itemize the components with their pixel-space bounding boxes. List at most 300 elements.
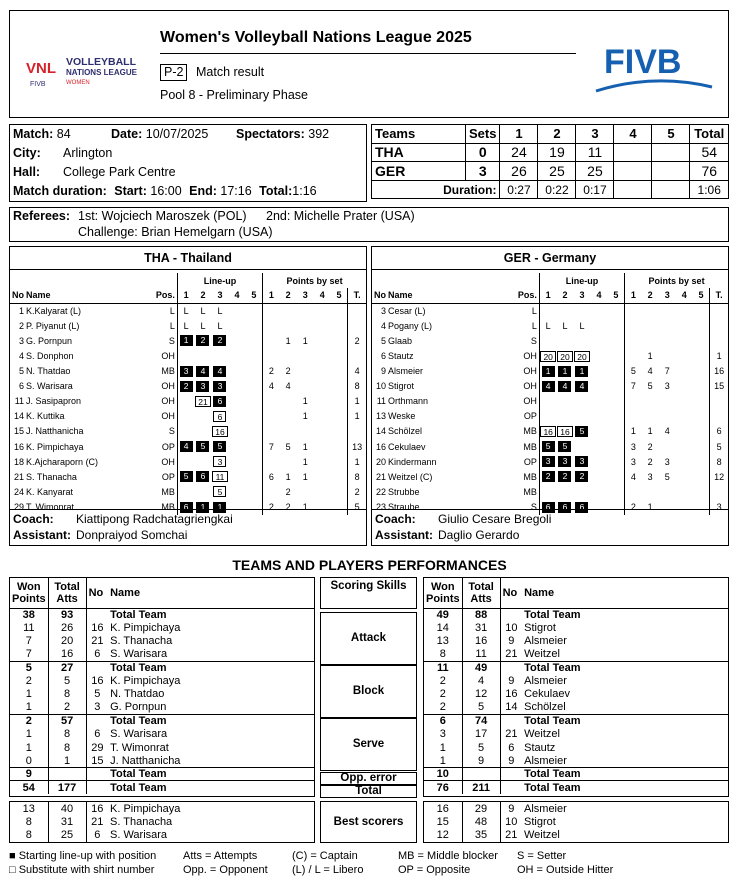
player-name: Stautz: [524, 741, 556, 754]
lineup-cell: [246, 424, 263, 439]
col-won-points: Won Points: [426, 580, 460, 605]
points-cell: 4: [647, 366, 653, 377]
points-cell: [693, 379, 710, 394]
total-atts: 57: [48, 714, 86, 727]
lineup-cell: [608, 424, 625, 439]
player-position: L: [531, 305, 537, 316]
best-scorers-label: Best scorers: [333, 816, 404, 828]
roster-header-row: [10, 288, 366, 303]
lineup-cell: [556, 348, 573, 363]
total-atts: 5: [462, 701, 500, 714]
won-points: 13: [22, 802, 35, 815]
player-total: [710, 394, 728, 409]
points-cell: 4: [285, 381, 291, 392]
won-points: 1: [439, 754, 446, 767]
end-time: 17:16: [220, 184, 252, 198]
starting-position: 5: [213, 441, 226, 452]
points-cell: [331, 454, 348, 469]
total-atts: 8: [48, 688, 86, 701]
starting-position: 6: [213, 396, 226, 407]
points-cell: [625, 409, 642, 424]
lineup-cell: [177, 484, 194, 499]
performance-row: [424, 648, 728, 661]
lineup-label: Line-up: [177, 273, 262, 288]
player-total: [710, 303, 728, 318]
lineup-cell: [246, 333, 263, 348]
skill-label: Opp. error: [340, 771, 397, 784]
player-name: Orthmann: [388, 396, 429, 407]
performance-row: [10, 701, 314, 714]
performance-row: [10, 621, 314, 634]
player-number: 21: [376, 471, 387, 482]
won-points: 1: [439, 741, 446, 754]
points-cell: [331, 379, 348, 394]
points-cell: [676, 484, 693, 499]
player-name: S. Warisara: [110, 728, 168, 741]
won-points: 15: [436, 815, 449, 828]
best-scorers-ger: [423, 801, 729, 843]
player-row: [372, 333, 728, 348]
player-position: S: [168, 335, 175, 346]
lineup-cell: [608, 303, 625, 318]
lineup-cell: [591, 348, 608, 363]
starting-position: 4: [180, 441, 193, 452]
performance-table: [424, 802, 728, 842]
skill-box: [320, 665, 417, 718]
player-number: 21: [500, 648, 522, 661]
performance-header-row: [10, 578, 314, 608]
player-total: [348, 318, 366, 333]
lineup-cell: [539, 424, 556, 439]
points-cell: [625, 333, 642, 348]
roster-table: [10, 273, 366, 515]
lineup-label: Line-up: [539, 273, 624, 288]
starting-position: 1: [213, 502, 226, 513]
substitute-number: 16: [212, 426, 228, 437]
lineup-cell: [591, 394, 608, 409]
performance-row: [424, 714, 728, 727]
player-position: OH: [161, 411, 175, 422]
points-cell: [314, 454, 331, 469]
best-scorers-label-box: [320, 801, 417, 843]
starting-position: 3: [180, 366, 193, 377]
player-name: Stigrot: [388, 381, 415, 392]
player-total: 2: [348, 333, 366, 348]
substitute-number: 21: [195, 396, 211, 407]
points-cell: [331, 499, 348, 514]
player-name: Alsmeier: [524, 675, 567, 688]
lineup-cell: [539, 333, 556, 348]
points-cell: [314, 394, 331, 409]
lineup-cell: [591, 379, 608, 394]
player-number: 1: [19, 305, 25, 316]
vnl-mark: VNL: [26, 60, 56, 77]
total-atts: 93: [48, 608, 86, 621]
player-number: 3: [19, 335, 25, 346]
total-atts: 211: [462, 781, 500, 794]
assistant-label: Assistant:: [13, 528, 72, 542]
lineup-cell: [229, 424, 246, 439]
points-cell: [263, 394, 280, 409]
player-name: Pogany (L): [388, 320, 433, 331]
starting-position: 2: [558, 471, 571, 482]
legend-item: □ Substitute with shirt number: [9, 864, 155, 876]
player-position: MB: [161, 486, 175, 497]
set-duration-total: 1:06: [690, 180, 729, 199]
duration-label: Match duration:: [13, 184, 107, 198]
won-points: 49: [436, 608, 449, 621]
legend-item: OP = Opposite: [398, 864, 471, 876]
points-cell: [280, 409, 297, 424]
performance-row: [10, 714, 314, 727]
points-cell: [676, 424, 693, 439]
total-atts: 8: [48, 728, 86, 741]
lineup-cell: [246, 303, 263, 318]
player-position: OH: [161, 456, 175, 467]
player-name: J. Natthanicha: [110, 754, 181, 767]
lineup-cell: [608, 484, 625, 499]
player-name: J. Sasipapron: [26, 396, 82, 407]
col-set: 3: [217, 290, 223, 301]
player-name: J. Natthanicha: [26, 426, 84, 437]
roster-header-row: [10, 273, 366, 288]
points-cell: [331, 333, 348, 348]
won-points: 1: [25, 701, 32, 714]
lineup-cell: [608, 409, 625, 424]
starting-position: 2: [196, 335, 209, 346]
points-cell: 1: [302, 396, 308, 407]
lineup-cell: [573, 424, 590, 439]
player-number: 4: [19, 351, 25, 362]
substitute-number: 5: [213, 486, 226, 497]
points-cell: 3: [625, 439, 642, 454]
hall: College Park Centre: [63, 165, 176, 179]
lineup-cell: [211, 364, 228, 379]
player-number: 2: [19, 320, 25, 331]
player-number: 6: [86, 648, 108, 661]
points-cell: [693, 394, 710, 409]
city: Arlington: [63, 146, 113, 160]
lineup-cell: [608, 318, 625, 333]
col-set: 4: [596, 290, 602, 301]
starting-position: 2: [213, 335, 226, 346]
performance-row: [424, 701, 728, 714]
points-cell: [297, 318, 314, 333]
lineup-cell: [229, 484, 246, 499]
won-points: 1: [25, 741, 32, 754]
player-total: 16: [710, 364, 728, 379]
player-number: 6: [500, 741, 522, 754]
lineup-cell: [573, 484, 590, 499]
total-time: 1:16: [292, 184, 317, 198]
points-cell: [693, 409, 710, 424]
player-name: S. Warisara: [110, 829, 168, 842]
starting-position: 3: [213, 381, 226, 392]
roster-ger: [371, 246, 729, 546]
col-pos: Pos.: [155, 290, 175, 301]
player-name: K. Pimpichaya: [110, 621, 181, 634]
starting-position: 6: [542, 502, 555, 513]
player-name: Alsmeier: [524, 754, 567, 767]
player-position: OH: [523, 381, 537, 392]
score-head-set3: 3: [576, 125, 614, 144]
lineup-cell: [591, 499, 608, 514]
lineup-cell: [246, 454, 263, 469]
won-points: 8: [439, 648, 446, 661]
score-set: [614, 162, 652, 181]
performance-row: [424, 802, 728, 815]
end-label: End:: [189, 184, 217, 198]
player-name: K. Pimpichaya: [110, 675, 181, 688]
player-number: 23: [376, 501, 387, 512]
starting-position: 6: [196, 471, 209, 482]
won-points: 9: [25, 768, 32, 781]
lineup-cell: [211, 454, 228, 469]
divider: [10, 509, 366, 510]
player-number: 14: [500, 701, 522, 714]
performance-row: [424, 815, 728, 828]
performance-row: [10, 802, 314, 815]
points-cell: [263, 454, 280, 469]
player-row: [10, 454, 366, 469]
points-cell: [676, 318, 693, 333]
player-row: [10, 333, 366, 348]
points-cell: [625, 303, 642, 318]
player-number: 29: [86, 741, 108, 754]
score-head-set1: 1: [500, 125, 538, 144]
col-pos: Pos.: [517, 290, 537, 301]
starting-position: 1: [558, 366, 571, 377]
player-number: 24: [14, 486, 25, 497]
col-set: 1: [625, 288, 642, 303]
lineup-cell: [177, 469, 194, 484]
score-team: GER: [372, 162, 466, 181]
legend-item: ■ Starting line-up with position: [9, 850, 157, 862]
player-name: S. Warisara: [110, 648, 168, 661]
lineup-cell: [194, 364, 211, 379]
player-number: 3: [86, 701, 108, 714]
points-by-set-label: Points by set: [263, 273, 366, 288]
points-cell: 4: [664, 426, 670, 437]
points-cell: 1: [647, 351, 653, 362]
performance-row: [424, 635, 728, 648]
lineup-cell: [591, 409, 608, 424]
substitute-number: 20: [540, 351, 556, 362]
referee-second: 2nd: Michelle Prater (USA): [266, 209, 415, 223]
total-atts: 35: [462, 829, 500, 842]
points-cell: [314, 348, 331, 363]
lineup-cell: [194, 424, 211, 439]
total-atts: 17: [462, 728, 500, 741]
player-name: Cesar (L): [388, 305, 426, 316]
won-points: 2: [25, 715, 32, 728]
points-cell: [297, 303, 314, 318]
total-atts: 27: [48, 661, 86, 674]
points-cell: [659, 303, 676, 318]
player-name: S. Thanacha: [110, 815, 173, 828]
starting-position: 4: [558, 381, 571, 392]
lineup-cell: [177, 348, 194, 363]
lineup-cell: [573, 409, 590, 424]
player-name: Total Team: [524, 608, 581, 621]
points-cell: [642, 394, 659, 409]
player-name: K. Pimpichaya: [26, 441, 84, 452]
player-total: 12: [710, 469, 728, 484]
starting-position: 5: [575, 426, 588, 437]
match-number: 84: [56, 127, 71, 141]
won-points: 1: [25, 728, 32, 741]
lineup-cell: [229, 409, 246, 424]
total-atts: 9: [462, 754, 500, 767]
player-name: Alsmeier: [388, 366, 424, 377]
points-cell: [331, 348, 348, 363]
substitute-number: 20: [574, 351, 590, 362]
lineup-cell: [556, 454, 573, 469]
col-set: 5: [698, 290, 704, 301]
starting-position: 1: [196, 502, 209, 513]
points-cell: 1: [647, 426, 653, 437]
col-set: 3: [664, 290, 670, 301]
legend-item: S = Setter: [517, 850, 567, 862]
points-cell: [659, 318, 676, 333]
won-points: 38: [22, 608, 35, 621]
player-name: P. Piyanut (L): [26, 320, 80, 331]
points-cell: [693, 484, 710, 499]
points-cell: 5: [625, 364, 642, 379]
points-cell: [331, 303, 348, 318]
player-row: [10, 439, 366, 454]
player-total: 5: [348, 499, 366, 514]
col-set: 4: [319, 290, 325, 301]
lineup-cell: [194, 348, 211, 363]
player-number: 9: [500, 802, 522, 815]
starting-position: 3: [575, 456, 588, 467]
player-position: MB: [523, 441, 537, 452]
player-position: OH: [523, 366, 537, 377]
performance-row: [424, 661, 728, 674]
lineup-cell: [573, 333, 590, 348]
col-total-atts: Total Atts: [462, 578, 500, 608]
starting-position: 6: [180, 502, 193, 513]
performance-table: [424, 578, 728, 794]
points-cell: [693, 439, 710, 454]
lineup-cell: [591, 439, 608, 454]
starting-position: 4: [542, 381, 555, 392]
player-row: [372, 484, 728, 499]
col-set: 3: [302, 290, 308, 301]
points-cell: [676, 409, 693, 424]
player-name: K. Kuttika: [26, 411, 65, 422]
performance-row: [424, 754, 728, 767]
player-name: K. Kanyarat: [26, 486, 74, 497]
points-cell: [659, 439, 676, 454]
start-time: 16:00: [150, 184, 182, 198]
player-row: [372, 394, 728, 409]
total-atts: 48: [462, 815, 500, 828]
player-position: MB: [523, 471, 537, 482]
lineup-cell: [539, 454, 556, 469]
points-cell: [297, 379, 314, 394]
starting-position: 2: [542, 471, 555, 482]
lineup-cell: [229, 454, 246, 469]
roster-header-row: [372, 273, 728, 288]
player-number: 16: [86, 802, 108, 815]
lineup-cell: [608, 333, 625, 348]
points-cell: [331, 318, 348, 333]
player-name: Total Team: [110, 781, 167, 794]
lineup-cell: [194, 379, 211, 394]
performance-row: [424, 608, 728, 621]
coach-label: Coach:: [375, 512, 416, 526]
fivb-logo: [594, 43, 714, 103]
points-cell: [280, 424, 297, 439]
performances-title: TEAMS AND PLAYERS PERFORMANCES: [232, 557, 507, 573]
lineup-cell: [539, 379, 556, 394]
lineup-cell: [573, 454, 590, 469]
won-points: 10: [436, 768, 449, 781]
legend-item: (L) / L = Libero: [292, 864, 364, 876]
lineup-cell: L: [177, 303, 194, 318]
points-cell: [263, 303, 280, 318]
player-total: 2: [348, 484, 366, 499]
won-points: 16: [436, 802, 449, 815]
total-atts: 4: [462, 674, 500, 687]
player-number: [500, 768, 522, 781]
starting-position: 5: [558, 441, 571, 452]
player-number: [86, 608, 108, 621]
won-points: 76: [436, 781, 449, 794]
player-number: 20: [376, 456, 387, 467]
col-no: No: [86, 578, 108, 608]
won-points: 8: [25, 829, 32, 842]
total-atts: 5: [48, 674, 86, 687]
lineup-cell: [246, 439, 263, 454]
lineup-cell: [556, 439, 573, 454]
performance-row: [10, 741, 314, 754]
lineup-cell: [539, 303, 556, 318]
points-cell: [642, 484, 659, 499]
lineup-cell: L: [562, 320, 568, 331]
lineup-cell: [229, 364, 246, 379]
lineup-cell: [211, 333, 228, 348]
player-total: [348, 348, 366, 363]
starting-position: 2: [180, 381, 193, 392]
performance-row: [424, 674, 728, 687]
won-points: 7: [25, 635, 32, 648]
header-box: [9, 10, 729, 118]
total-atts: 177: [48, 781, 86, 794]
col-set: 5: [251, 290, 257, 301]
starting-position: 2: [575, 471, 588, 482]
set-duration: [614, 180, 652, 199]
player-name: K.Kalyarat (L): [26, 305, 82, 316]
player-name: Strubbe: [388, 486, 420, 497]
lineup-cell: [591, 424, 608, 439]
total-atts: 88: [462, 608, 500, 621]
coach-label: Coach:: [13, 512, 54, 526]
legend-item: MB = Middle blocker: [398, 850, 498, 862]
player-name: N. Thatdao: [110, 688, 165, 701]
won-points: 11: [23, 621, 35, 634]
player-position: OH: [161, 351, 175, 362]
points-cell: 2: [625, 499, 642, 514]
player-row: [10, 409, 366, 424]
won-points: 2: [439, 701, 446, 714]
player-number: 18: [14, 456, 25, 467]
performance-row: [10, 635, 314, 648]
points-cell: [693, 333, 710, 348]
performances-ger: [423, 577, 729, 797]
